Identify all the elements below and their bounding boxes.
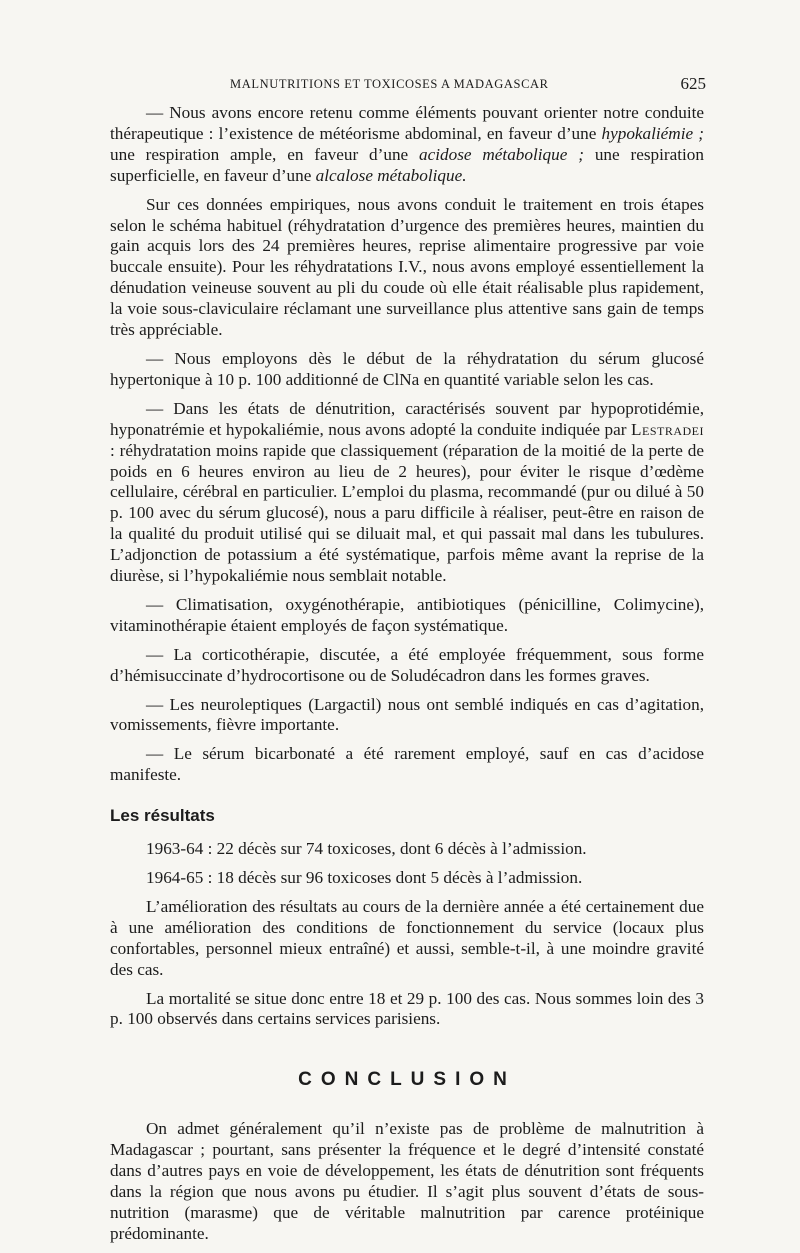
page-number: 625	[680, 74, 706, 93]
paragraph-serum: — Nous employons dès le début de la réhydratation du sérum glucosé hypertonique à 10 p. 100 additionné de ClNa en quantité variable selon les cas.	[110, 348, 704, 389]
paragraph-bicarbonate: — Le sérum bicarbonaté a été rarement employé, sauf en cas d’acidose manifeste.	[110, 744, 704, 785]
result-line-1963: 1963-64 : 22 décès sur 74 toxicoses, dont 6 décès à l’admission.	[146, 839, 587, 859]
paragraph-mortalite: La mortalité se situe donc entre 18 et 29 p. 100 des cas. Nous sommes loin des 3 p. 100 observés dans certains services parisiens.	[110, 988, 704, 1029]
paragraph-orientation	[110, 103, 704, 187]
paragraph-amelioration: L’amélioration des résultats au cours de la dernière année a été certainement due à une amélioration des conditions de fonctionnement du service (locaux plus confortables, personnel mieux entraîné) et aussi, semble-t-il, à une moindre gravité des cas.	[110, 896, 704, 979]
italic-term: hypokaliémie ;	[601, 123, 704, 143]
conclusion-heading: CONCLUSION	[298, 1069, 516, 1091]
paragraph-neuroleptiques: — Les neuroleptiques (Largactil) nous ont semblé indiqués en cas d’agitation, vomissements, fièvre importante.	[110, 694, 704, 735]
result-line-1964: 1964-65 : 18 décès sur 96 toxicoses dont 5 décès à l’admission.	[146, 868, 583, 887]
article-body	[110, 103, 704, 1253]
author-name: Lestradei	[631, 419, 704, 439]
text-run: une respiration ample, en faveur d’une	[110, 144, 420, 164]
text-run: : réhydratation moins rapide que classiquement (réparation de la moitié de la perte de poids en 6 heures environ au lieu de 2 heures), pour éviter le risque d’œdème cellulaire, cérébral en particulier. L’emploi du plasma, recommandé (pur ou dilué à 50 p. 100 avec du sérum glucosé), nous a paru difficile à réaliser, peut-être en raison de la qualité du produit utilisé qui se diluait mal, et qui passait mal dans les tubulures. L’adjonction de potassium a été systématique, parfois même avant la reprise de la diurèse, si l’hypokaliémie nous semblait notable.	[110, 440, 704, 586]
running-title: MALNUTRITIONS ET TOXICOSES A MADAGASCAR	[230, 77, 549, 91]
results-heading: Les résultats	[110, 806, 215, 826]
paragraph-denutrition	[110, 399, 704, 587]
text-run: une respiration superficielle, en faveur d’une	[110, 144, 704, 185]
paragraph-treatment: Sur ces données empiriques, nous avons conduit le traitement en trois étapes selon le schéma habituel (réhydratation d’urgence des premières heures, maintien du gain acquis lors des 24 premières heures, reprise alimentaire progressive par voie buccale ensuite). Pour les réhydratations I.V., nous avons employé essentiellement la dénudation veineuse souvent au pli du coude où elle était réalisable plus rapidement, la voie sous-claviculaire réclamant une surveillance plus attentive sans gain de temps très appréciable.	[110, 194, 704, 340]
text-run: — Dans les états de dénutrition, caractérisés souvent par hypoprotidémie, hyponatrémie et hypokaliémie, nous avons adopté la conduite indiquée par	[110, 398, 704, 439]
text-run: — Nous avons encore retenu comme éléments pouvant orienter notre conduite thérapeutique : l’existence de météorisme abdominal, en faveur d’une	[110, 103, 704, 143]
italic-term: acidose métabolique ;	[419, 144, 584, 164]
paragraph-conclusion: On admet généralement qu’il n’existe pas de problème de malnutrition à Madagascar ; pourtant, sans présenter la fréquence et le degré d’intensité constaté dans d’autres pays en voie de développement, les états de dénutrition sont fréquents dans la région que nous avons pu étudier. Il s’agit plus souvent d’états de sous-nutrition (marasme) que de véritable malnutrition par carence protéinique prédominante.	[110, 1119, 704, 1243]
paragraph-climatisation: — Climatisation, oxygénothérapie, antibiotiques (pénicilline, Colimycine), vitaminothérapie étaient employés de façon systématique.	[110, 594, 704, 635]
paragraph-corticotherapie: — La corticothérapie, discutée, a été employée fréquemment, sous forme d’hémisuccinate d’hydrocortisone ou de Soludécadron dans les formes graves.	[110, 644, 704, 685]
italic-term: alcalose métabolique.	[315, 165, 467, 185]
